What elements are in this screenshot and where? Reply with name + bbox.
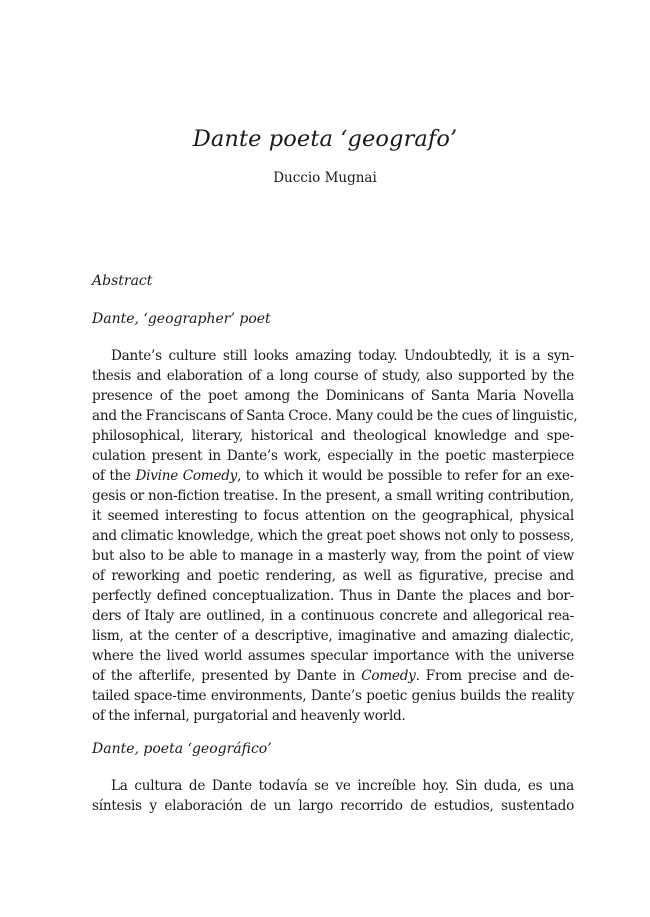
line-text: , to which it would be possible to refer for an exe- [237, 468, 574, 484]
paragraph-line: culation present in Dante’s work, especially in the poetic masterpiece [92, 448, 574, 464]
paragraph-line: presence of the poet among the Dominicans of Santa Maria Novella [92, 388, 574, 404]
spanish-abstract-heading: Dante, poeta ‘geográfico’ [92, 741, 272, 757]
paragraph-line: but also to be able to manage in a masterly way, from the point of view [92, 548, 574, 564]
spanish-abstract-paragraph [92, 776, 574, 816]
english-abstract-paragraph [92, 346, 578, 726]
paper-title: Dante poeta ‘geografo’ [192, 126, 458, 152]
line-text: of the [92, 468, 136, 484]
english-abstract-heading: Dante, ‘geographer’ poet [92, 311, 271, 327]
paragraph-line: it seemed interesting to focus attention on the geographical, physical [92, 508, 574, 524]
paragraph-line [92, 466, 574, 486]
paragraph-line: Dante’s culture still looks amazing today. Undoubtedly, it is a syn- [111, 348, 574, 364]
paragraph-line: philosophical, literary, historical and theological knowledge and spe- [92, 428, 574, 444]
paragraph-line: ders of Italy are outlined, in a continuous concrete and allegorical rea- [92, 608, 574, 624]
paragraph-line: and climatic knowledge, which the great poet shows not only to possess, [92, 528, 574, 544]
line-text: of the afterlife, presented by Dante in [92, 668, 362, 684]
paragraph-line: gesis or non-fiction treatise. In the present, a small writing contribution, [92, 488, 574, 504]
paragraph-line: and the Franciscans of Santa Croce. Many could be the cues of linguistic, [92, 408, 578, 424]
line-text: . From precise and de- [415, 668, 574, 684]
work-title-divine-comedy: Divine Comedy [135, 468, 238, 484]
paragraph-line: of reworking and poetic rendering, as well as figurative, precise and [92, 568, 574, 584]
author-name: Duccio Mugnai [273, 170, 377, 186]
abstract-label: Abstract [92, 273, 153, 289]
paragraph-line: tailed space-time environments, Dante’s poetic genius builds the reality [92, 688, 574, 704]
paragraph-line: perfectly defined conceptualization. Thus in Dante the places and bor- [92, 588, 574, 604]
paragraph-line: thesis and elaboration of a long course of study, also supported by the [92, 368, 574, 384]
work-title-comedy: Comedy [361, 668, 416, 684]
paragraph-line [92, 666, 574, 686]
paragraph-line: of the infernal, purgatorial and heavenly world. [92, 708, 406, 724]
paragraph-line: lism, at the center of a descriptive, imaginative and amazing dialectic, [92, 628, 574, 644]
paragraph-line: where the lived world assumes specular importance with the universe [92, 648, 574, 664]
paragraph-line: síntesis y elaboración de un largo recorrido de estudios, sustentado [92, 798, 574, 814]
paragraph-line: La cultura de Dante todavía se ve increíble hoy. Sin duda, es una [111, 778, 574, 794]
